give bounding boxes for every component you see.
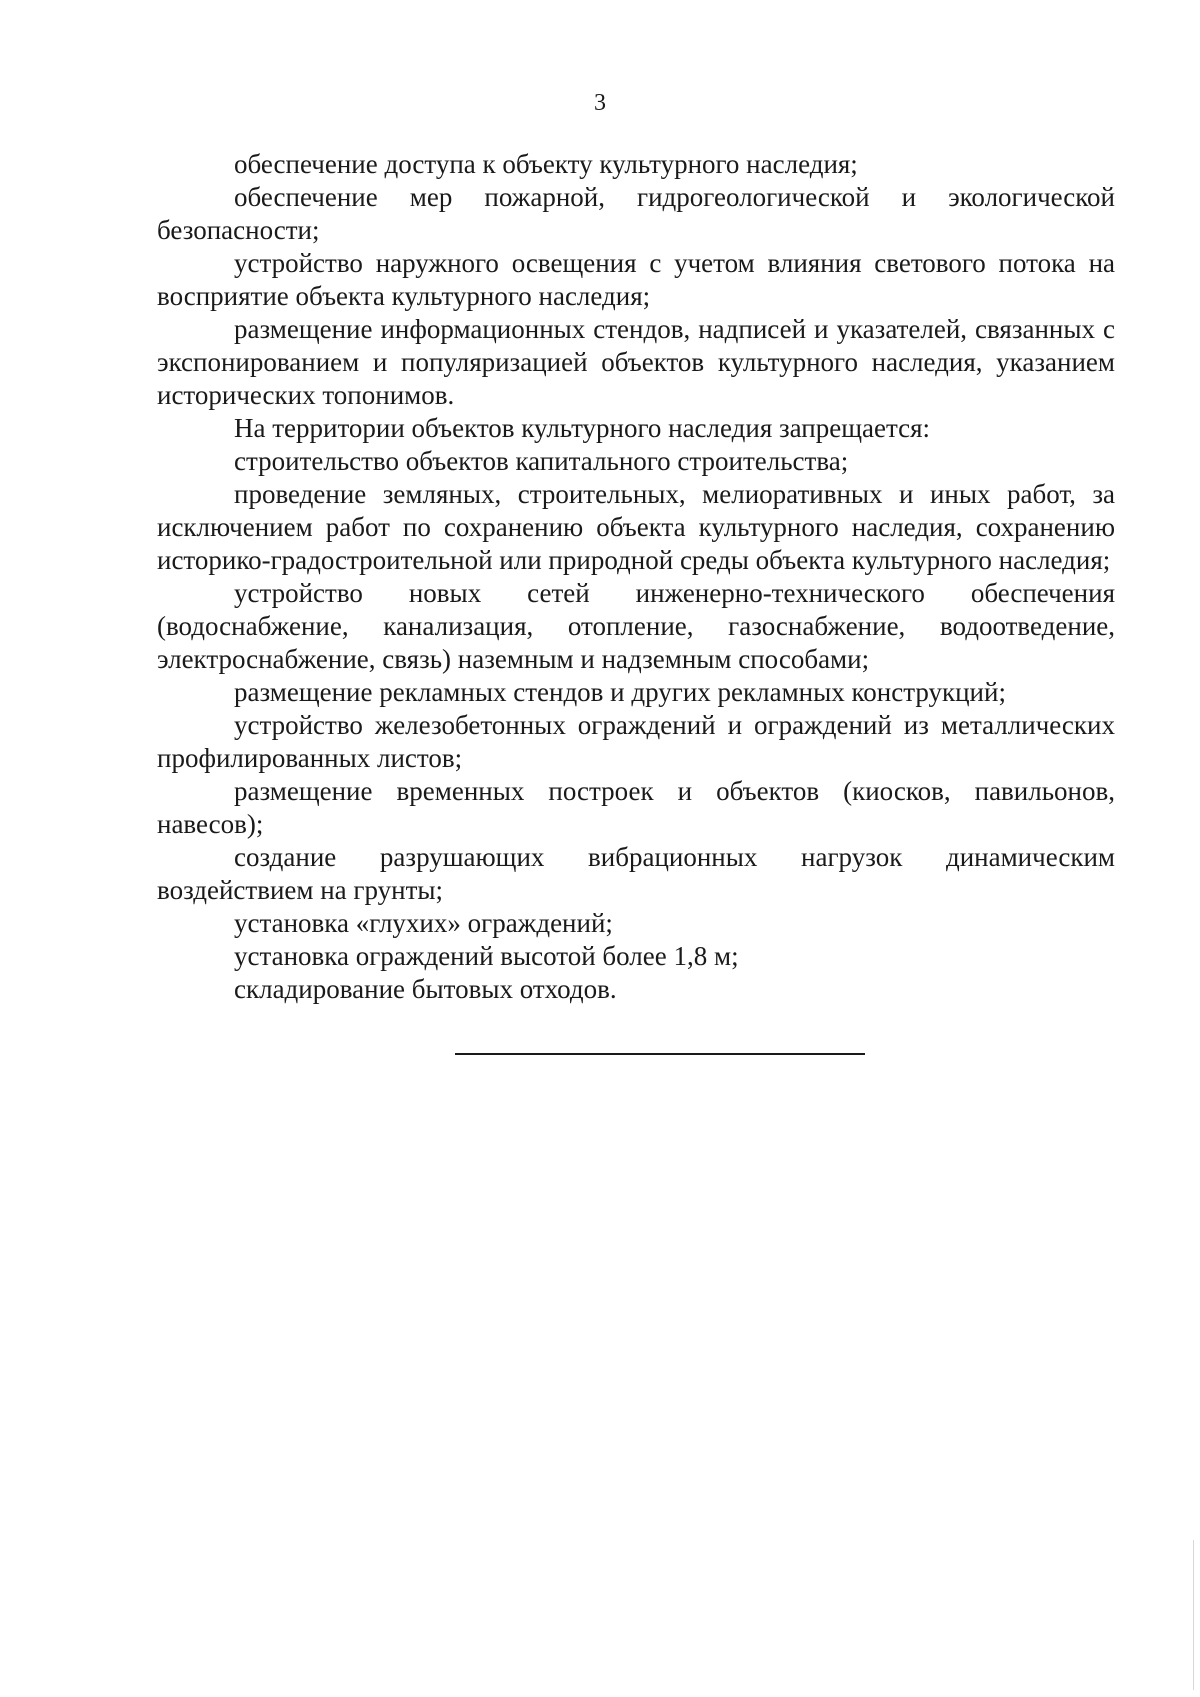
paragraph: обеспечение мер пожарной, гидрогеологической и экологической безопасности; [157,182,1115,245]
paragraph: строительство объектов капитального строительства; [234,446,849,476]
paragraph: размещение временных построек и объектов (киосков, павильонов, навесов); [157,776,1115,839]
paragraph: установка ограждений высотой более 1,8 м; [234,941,739,971]
paragraph: устройство наружного освещения с учетом влияния светового потока на восприятие объекта культурного наследия; [157,248,1115,311]
paragraph: устройство железобетонных ограждений и ограждений из металлических профилированных листов; [157,710,1115,773]
end-of-text-rule [455,1053,865,1055]
document-body [157,148,1115,1006]
paragraph: проведение земляных, строительных, мелиоративных и иных работ, за исключением работ по сохранению объекта культурного наследия, сохранению историко-градостроительной или природной среды объекта культурного наследия; [157,479,1115,575]
paragraph: установка «глухих» ограждений; [234,908,613,938]
paragraph: складирование бытовых отходов. [234,974,617,1004]
paragraph: размещение информационных стендов, надписей и указателей, связанных с экспонированием и популяризацией объектов культурного наследия, указанием исторических топонимов. [157,314,1115,410]
paragraph: размещение рекламных стендов и других рекламных конструкций; [234,677,1006,707]
scan-edge-line [1193,1540,1194,1690]
page-number: 3 [594,90,606,116]
paragraph: На территории объектов культурного наследия запрещается: [234,413,931,443]
paragraph: создание разрушающих вибрационных нагрузок динамическим воздействием на грунты; [157,842,1115,905]
paragraph: обеспечение доступа к объекту культурного наследия; [234,149,858,179]
paragraph: устройство новых сетей инженерно-технического обеспечения (водоснабжение, канализация, отопление, газоснабжение, водоотведение, электроснабжение, связь) наземным и надземным способами; [157,578,1115,674]
